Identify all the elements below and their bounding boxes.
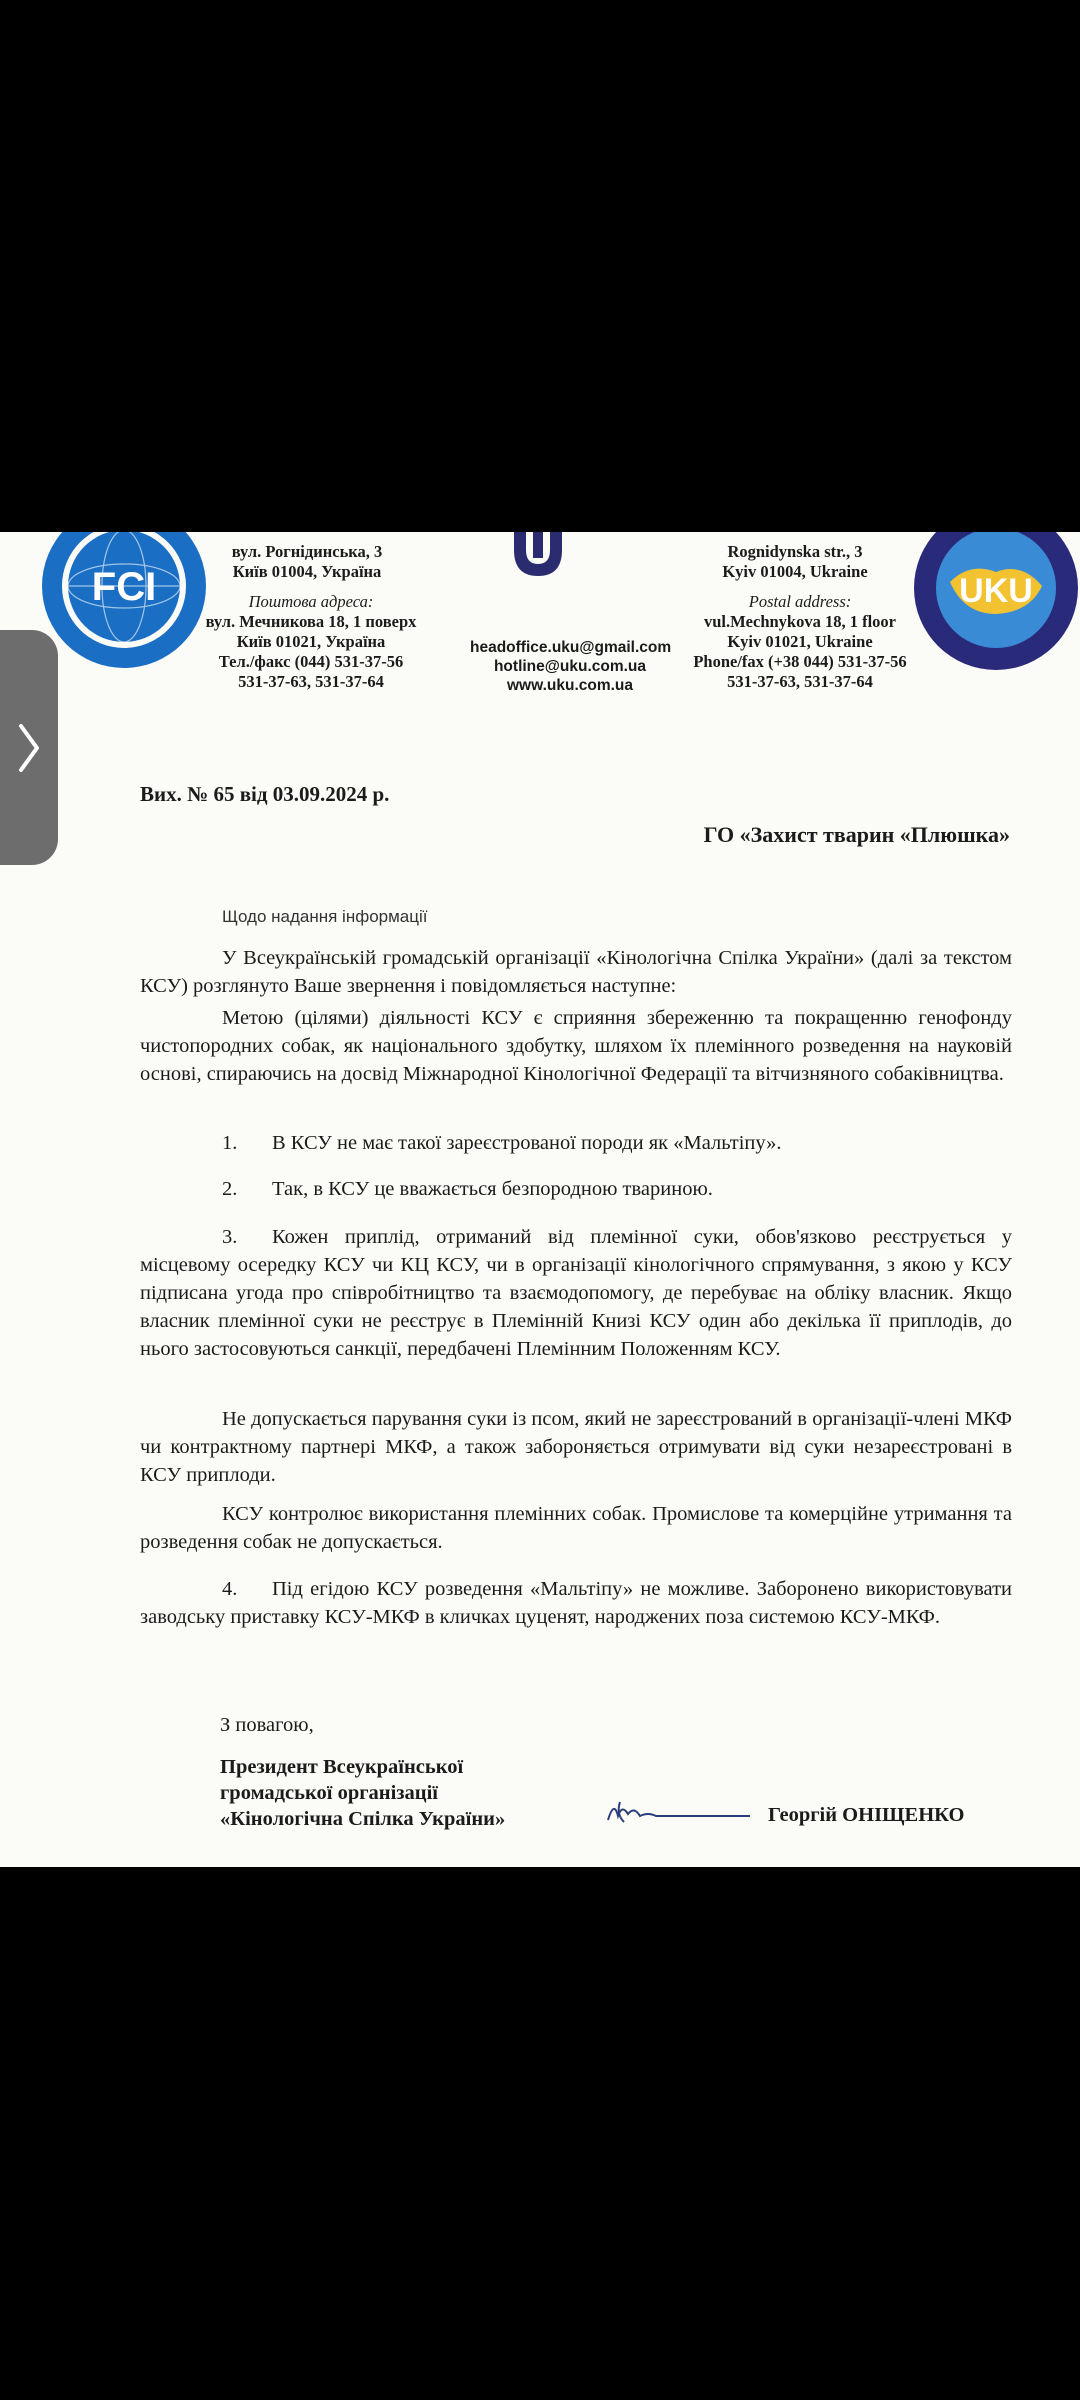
email-headoffice: headoffice.uku@gmail.com bbox=[470, 639, 672, 656]
left-postal-label: Поштова адреса: bbox=[248, 592, 374, 611]
signatory-title bbox=[220, 1754, 505, 1832]
right-addr-line2: Kyiv 01004, Ukraine bbox=[722, 562, 868, 581]
website: www.uku.com.ua bbox=[506, 677, 634, 694]
letter-document bbox=[0, 532, 1080, 1867]
left-phone2: 531-37-63, 531-37-64 bbox=[238, 672, 384, 691]
chevron-right-icon bbox=[17, 720, 41, 776]
item4-text: Під егідою КСУ розведення «Мальтіпу» не можливе. Заборонено використовувати заводську приставку КСУ-МКФ в кличках цуценят, народжених поза системою КСУ-МКФ. bbox=[140, 1578, 1012, 1628]
item2-number: 2. bbox=[222, 1178, 238, 1200]
header-left-address bbox=[212, 542, 402, 582]
side-panel-tab[interactable] bbox=[0, 630, 58, 865]
uku-logo-text: UKU bbox=[959, 572, 1033, 610]
right-addr-line1: Rognidynska str., 3 bbox=[727, 542, 863, 561]
right-phone2: 531-37-63, 531-37-64 bbox=[727, 672, 873, 691]
right-postal-line2: Kyiv 01021, Ukraine bbox=[727, 632, 873, 651]
outgoing-reference: Вих. № 65 від 03.09.2024 р. bbox=[140, 782, 390, 806]
paragraph-goals: Метою (цілями) діяльності КСУ є сприяння збереженню та покращенню генофонду чистопородних собак, як національного здобутку, шляхом їх племінного розведення на науковій основі, спираючись на досвід Міжнародної Кінологічної Федерації та вітчизняного собаківництва. bbox=[140, 1007, 1012, 1085]
signatory-line2: громадської організації bbox=[220, 1782, 438, 1804]
right-phone: Phone/fax (+38 044) 531-37-56 bbox=[693, 652, 907, 671]
left-addr-line1: вул. Рогнідинська, 3 bbox=[231, 542, 383, 561]
item4-number: 4. bbox=[222, 1578, 238, 1600]
addressee: ГО «Захист тварин «Плюшка» bbox=[703, 822, 1010, 847]
email-hotline: hotline@uku.com.ua bbox=[493, 658, 647, 675]
left-postal-line1: вул. Мечникова 18, 1 поверх bbox=[205, 612, 417, 631]
handwritten-signature bbox=[600, 1794, 760, 1828]
left-postal-line2: Київ 01021, Україна bbox=[236, 632, 386, 651]
item1-text: В КСУ не має такої зареєстрованої породи як «Мальтіпу». bbox=[272, 1132, 782, 1154]
header-left-postal bbox=[196, 592, 426, 692]
header-right-address bbox=[680, 542, 910, 582]
greeting: З повагою, bbox=[220, 1714, 314, 1736]
uku-logo bbox=[910, 532, 1080, 674]
signatory-line3: «Кінологічна Спілка України» bbox=[220, 1808, 506, 1830]
signatory-name: Георгій ОНІЩЕНКО bbox=[768, 1804, 965, 1826]
signatory-line1: Президент Всеукраїнської bbox=[220, 1756, 464, 1778]
fci-logo bbox=[38, 532, 210, 672]
header-right-postal bbox=[680, 592, 920, 692]
item2-text: Так, в КСУ це вважається безпородною твариною. bbox=[272, 1178, 713, 1200]
item3-number: 3. bbox=[222, 1226, 238, 1248]
paragraph-mating: Не допускається парування суки із псом, який не зареєстрований в організації-члені МКФ чи контрактному партнері МКФ, а також забороняється отримувати від суки незареєстровані в КСУ приплоди. bbox=[140, 1408, 1012, 1486]
paragraph-intro: У Всеукраїнській громадській організації «Кінологічна Спілка України» (далі за текстом КСУ) розглянуто Ваше звернення і повідомляється наступне: bbox=[140, 947, 1012, 997]
item3-text: Кожен приплід, отриманий від племінної суки, обов'язково реєструється у місцевому осередку КСУ чи КЦ КСУ, чи в організації кінологічного спрямування, з якою у КСУ підписана угода про співробітництво та взаємодопомогу, де перебуває на обліку власник. Якщо власник племінної суки не реєструє в Племінній Книзі КСУ один або декілька її приплодів, до нього застосовуються санкції, передбачені Племінним Положенням КСУ. bbox=[140, 1226, 1012, 1360]
right-postal-label: Postal address: bbox=[748, 592, 852, 611]
right-postal-line1: vul.Mechnykova 18, 1 floor bbox=[703, 612, 897, 631]
left-phone: Тел./факс (044) 531-37-56 bbox=[218, 652, 404, 671]
left-addr-line2: Київ 01004, Україна bbox=[232, 562, 382, 581]
subject-line: Щодо надання інформації bbox=[222, 907, 428, 926]
paragraph-control: КСУ контролює використання племінних собак. Промислове та комерційне утримання та розведення собак не допускається. bbox=[140, 1503, 1012, 1553]
item1-number: 1. bbox=[222, 1132, 238, 1154]
fci-logo-text: FCI bbox=[91, 565, 157, 609]
uku-mark-logo bbox=[500, 532, 576, 584]
header-contacts bbox=[470, 638, 670, 695]
